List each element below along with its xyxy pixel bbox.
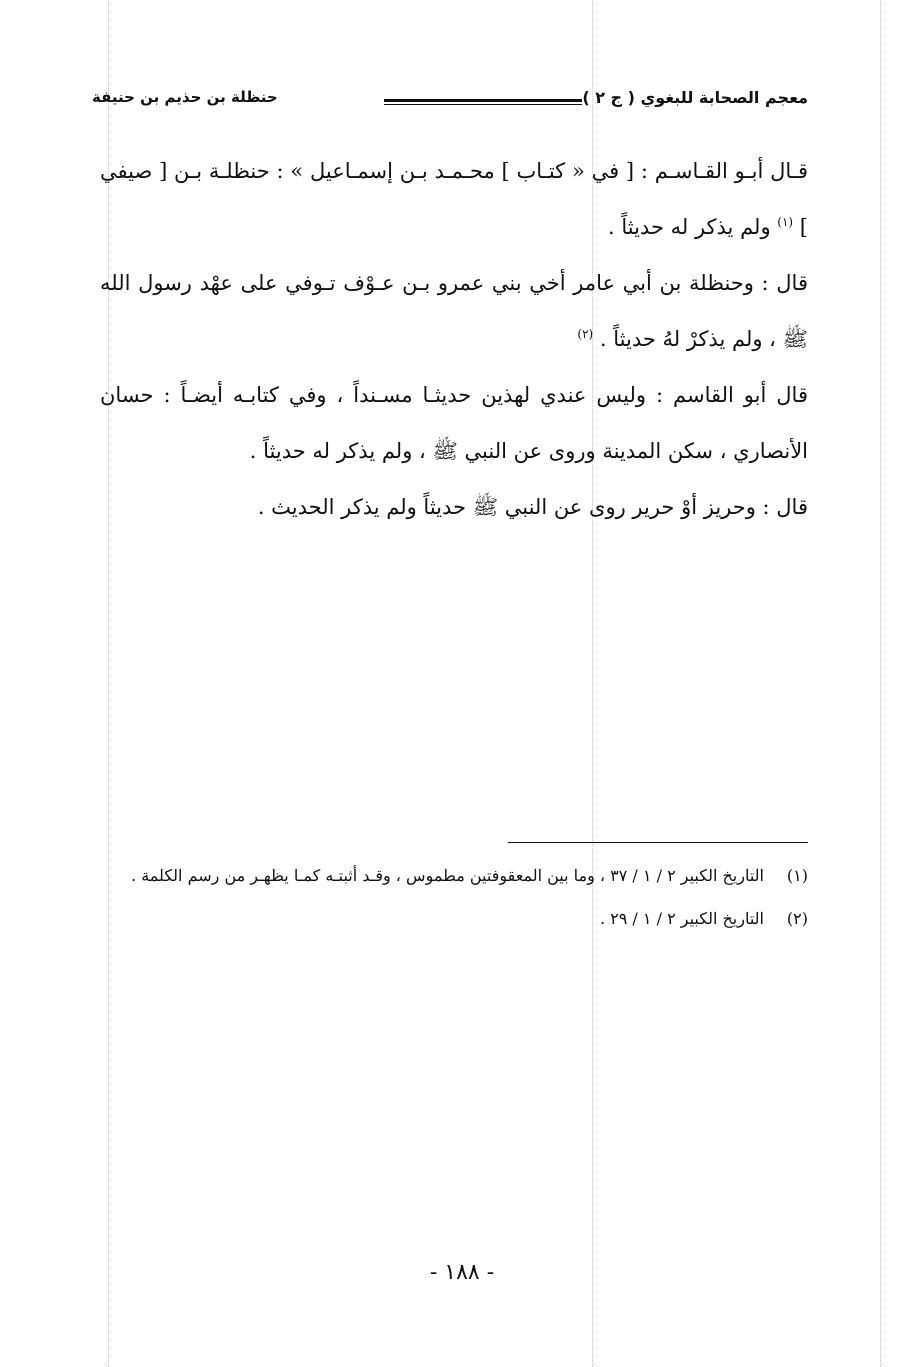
paragraph-1: قـال أبـو القـاسـم : [ في « كتـاب ] محـمـد بـن إسمـاعيل » : حنظلـة بـن [ صيفي ] $^{(١)}$ ولم يذكر له حديثاً . bbox=[100, 159, 808, 239]
scan-guide-line bbox=[880, 0, 881, 1367]
paragraph-2: قال : وحنظلة بن أبي عامر أخي بني عمرو بـن عـوْف تـوفي على عهْد رسول الله ﷺ ، ولم يذكرْ لهُ حديثاً . $^{(٢)}$ bbox=[100, 271, 808, 351]
running-header bbox=[92, 88, 808, 116]
footnote-text: التاريخ الكبير ٢ / ١ / ٣٧ ، وما بين المعقوفتين مطموس ، وقـد أثبتـه كمـا يظهـر من رسم الكلمة . bbox=[131, 866, 764, 885]
footnotes bbox=[92, 854, 808, 940]
footnote-separator bbox=[508, 842, 808, 843]
footnote-number: (١) bbox=[786, 866, 808, 885]
paragraph-3: قال أبو القاسم : وليس عندي لهذين حديثـا مسـنداً ، وفي كتابـه أيضـاً : حسان الأنصاري ، سكن المدينة وروى عن النبي ﷺ ، ولم يذكر له حديثاً . bbox=[100, 383, 808, 463]
page-number: - ١٨٨ - bbox=[429, 1260, 495, 1285]
book-title: معجم الصحابة للبغوي ( ج ٢ ) bbox=[582, 88, 808, 107]
header-rule bbox=[384, 99, 582, 105]
footnote-1 bbox=[92, 854, 808, 897]
footnote-text: التاريخ الكبير ٢ / ١ / ٢٩ . bbox=[599, 909, 764, 928]
paragraph-4: قال : وحريز أوْ حرير روى عن النبي ﷺ حديثاً ولم يذكر الحديث . bbox=[257, 495, 808, 519]
footnote-2 bbox=[92, 897, 808, 940]
footnote-number: (٢) bbox=[786, 909, 808, 928]
entry-title: حنظلة بن حذيم بن حنيفة bbox=[92, 88, 278, 106]
main-text bbox=[100, 143, 808, 535]
footnote-marker: (١) bbox=[777, 215, 794, 229]
footnote-marker: (٢) bbox=[577, 327, 594, 341]
